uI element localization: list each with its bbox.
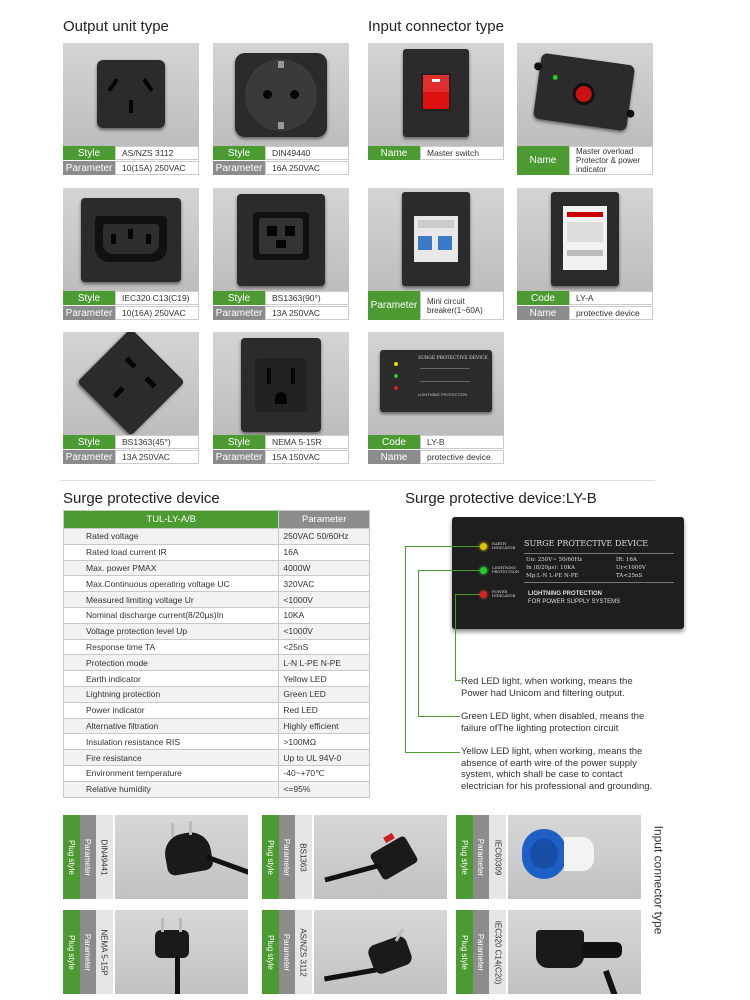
- table-cell-value: -40~+70℃: [279, 765, 370, 781]
- green-led: [480, 567, 487, 574]
- parameter-value: 15A 150VAC: [265, 450, 349, 464]
- style-value: BS1363(45°): [115, 435, 199, 449]
- iec60309-plug-image: [508, 815, 641, 899]
- parameter-label: Parameter: [213, 161, 265, 175]
- table-cell-value: Highly efficient: [279, 718, 370, 734]
- output-unit-heading: Output unit type: [63, 18, 169, 35]
- table-cell-value: 16A: [279, 544, 370, 560]
- table-cell-item: Earth indicator: [64, 671, 279, 687]
- nema-plug-image: [115, 910, 248, 994]
- device-footer-2: FOR POWER SUPPLY SYSTEMS: [528, 599, 621, 605]
- spd-heading: Surge protective device: [63, 490, 220, 507]
- ly-b-device-large: [452, 517, 684, 629]
- table-cell-value: <=95%: [279, 781, 370, 797]
- green-led-line: [418, 570, 419, 716]
- asnzs-plug-image: [314, 910, 447, 994]
- plug-card-iec320-c14: [456, 910, 641, 994]
- table-row: [64, 607, 370, 623]
- table-row: [64, 592, 370, 608]
- table-cell-value: Yellow LED: [279, 671, 370, 687]
- parameter-label: Parameter: [63, 161, 115, 175]
- led-label-lightning: LIGHTNING PROTECTION: [492, 565, 520, 574]
- table-row: [64, 718, 370, 734]
- name-label: Name: [368, 450, 420, 464]
- plug-card-asnzs: [262, 910, 447, 994]
- table-cell-value: <1000V: [279, 592, 370, 608]
- name-label: Name: [368, 146, 420, 160]
- bs-plug-image: [314, 815, 447, 899]
- parameter-value: 13A 250VAC: [115, 450, 199, 464]
- output-card-din49440: [213, 43, 349, 176]
- table-cell-item: Max. power PMAX: [64, 560, 279, 576]
- code-label: Code: [368, 435, 420, 449]
- style-label: Style: [63, 146, 115, 160]
- plug-value: NEMA 5-15P: [99, 928, 109, 976]
- plug-style-label: Plug style: [265, 839, 275, 875]
- table-cell-item: Rated voltage: [64, 529, 279, 545]
- yellow-led: [480, 543, 487, 550]
- red-led: [480, 591, 487, 598]
- input-card-ly-a: [517, 188, 653, 321]
- table-cell-item: Nominal discharge current(8/20µs)In: [64, 607, 279, 623]
- table-cell-value: <25nS: [279, 639, 370, 655]
- table-row: [64, 765, 370, 781]
- table-cell-value: 250VAC 50/60Hz: [279, 529, 370, 545]
- code-value: LY-A: [569, 291, 653, 305]
- output-card-bs1363-90: [213, 188, 349, 321]
- nema-socket-image: [213, 332, 349, 435]
- input-connector-heading: Input connector type: [368, 18, 504, 35]
- table-row: [64, 702, 370, 718]
- table-cell-value: Up to UL 94V-0: [279, 750, 370, 766]
- ly-b-device-image: SURGE PROTECTIVE DEVICE LIGHTNING PROTECTION: [368, 332, 504, 435]
- style-label: Style: [213, 146, 265, 160]
- style-label: Style: [63, 291, 115, 305]
- name-value: protective device: [420, 450, 504, 464]
- table-row: [64, 686, 370, 702]
- output-card-bs1363-45: [63, 332, 199, 465]
- spec-mp: Mp:L-N L-PE N-PE: [526, 573, 579, 579]
- table-cell-item: Insulation resistance RIS: [64, 734, 279, 750]
- spec-in: In (8/20µs): 10KA: [526, 565, 575, 571]
- green-led-line-end: [418, 716, 460, 717]
- schuko-socket-image: [213, 43, 349, 146]
- ly-a-device-image: [517, 188, 653, 291]
- parameter-value: 10(16A) 250VAC: [115, 306, 199, 320]
- plug-style-label: Plug style: [66, 839, 76, 875]
- plug-style-label: Plug style: [459, 934, 469, 970]
- name-label: Name: [517, 146, 569, 175]
- table-row: [64, 623, 370, 639]
- yellow-led-line: [405, 546, 406, 752]
- plug-value: AS/NZS 3112: [298, 927, 308, 977]
- table-cell-item: Environment temperature: [64, 765, 279, 781]
- name-value: Master overload Protector & power indicator: [569, 146, 653, 175]
- circuit-breaker-image: [368, 188, 504, 291]
- table-row: [64, 529, 370, 545]
- yellow-led-line-h: [405, 546, 480, 547]
- input-card-circuit-breaker: [368, 188, 504, 321]
- table-cell-item: Protection mode: [64, 655, 279, 671]
- spec-ta: TA<25nS: [616, 573, 643, 579]
- parameter-value: 10(15A) 250VAC: [115, 161, 199, 175]
- plug-parameter-label: Parameter: [83, 838, 93, 876]
- parameter-label: Parameter: [213, 306, 265, 320]
- name-label: Name: [517, 306, 569, 320]
- table-cell-value: L-N L-PE N-PE: [279, 655, 370, 671]
- table-cell-item: Rated load current IR: [64, 544, 279, 560]
- parameter-label: Parameter: [63, 450, 115, 464]
- table-cell-item: Alternative filtration: [64, 718, 279, 734]
- table-head-parameter: Parameter: [279, 511, 370, 529]
- plug-parameter-label: Parameter: [476, 838, 486, 876]
- iec-socket-image: [63, 188, 199, 291]
- table-row: [64, 750, 370, 766]
- parameter-value: Mini circuit breaker(1~60A): [420, 291, 504, 320]
- table-cell-item: Relative humidity: [64, 781, 279, 797]
- plug-value: DIN49441: [99, 838, 109, 876]
- bs1363-90-socket-image: [213, 188, 349, 291]
- plug-parameter-label: Parameter: [83, 933, 93, 971]
- code-label: Code: [517, 291, 569, 305]
- style-label: Style: [213, 291, 265, 305]
- red-led-line-h: [455, 594, 480, 595]
- table-cell-value: 10KA: [279, 607, 370, 623]
- plug-card-bs1363: [262, 815, 447, 899]
- plug-value: IEC320 C14(C20): [492, 920, 502, 984]
- plug-style-label: Plug style: [265, 934, 275, 970]
- table-cell-value: Green LED: [279, 686, 370, 702]
- table-row: [64, 781, 370, 797]
- bs1363-45-socket-image: [63, 332, 199, 435]
- style-value: DIN49440: [265, 146, 349, 160]
- schuko-plug-image: [115, 815, 248, 899]
- table-cell-item: Power indicator: [64, 702, 279, 718]
- output-card-iec320: [63, 188, 199, 321]
- section-divider: [60, 480, 655, 481]
- plug-card-iec60309: [456, 815, 641, 899]
- plug-value: BS1363: [298, 842, 308, 872]
- yellow-led-note: Yellow LED light, when working, means the absence of earth wire of the power supply system, which shall be case to contact electrician for his professional and grounding.: [461, 746, 653, 792]
- master-switch-image: [368, 43, 504, 146]
- led-label-earth: EARTH INDICATOR: [492, 541, 516, 550]
- spd-lyb-heading: Surge protective device:LY-B: [405, 490, 597, 507]
- overload-protector-image: [517, 43, 653, 146]
- plug-value: IEC60309: [492, 839, 502, 875]
- table-row: [64, 734, 370, 750]
- spec-un: Un: 250V~ 50/60Hz: [526, 557, 583, 563]
- plug-card-din49441: [63, 815, 248, 899]
- style-label: Style: [213, 435, 265, 449]
- output-card-nema: [213, 332, 349, 465]
- table-cell-value: Red LED: [279, 702, 370, 718]
- style-value: IEC320 C13(C19): [115, 291, 199, 305]
- output-card-asnzs: [63, 43, 199, 176]
- spd-parameter-table: [63, 510, 370, 798]
- asnzs-socket-image: [63, 43, 199, 146]
- green-led-note: Green LED light, when disabled, means the failure ofThe lighting protection circuit: [461, 711, 645, 734]
- table-cell-value: <1000V: [279, 623, 370, 639]
- parameter-value: 16A 250VAC: [265, 161, 349, 175]
- plug-parameter-label: Parameter: [476, 933, 486, 971]
- table-cell-value: >100MΩ: [279, 734, 370, 750]
- table-row: [64, 560, 370, 576]
- name-value: Master switch: [420, 146, 504, 160]
- table-cell-item: Fire resistance: [64, 750, 279, 766]
- table-cell-item: Response time TA: [64, 639, 279, 655]
- code-value: LY-B: [420, 435, 504, 449]
- style-value: BS1363(90°): [265, 291, 349, 305]
- style-label: Style: [63, 435, 115, 449]
- table-head-model: TUL-LY-A/B: [64, 511, 279, 529]
- plug-parameter-label: Parameter: [282, 838, 292, 876]
- plug-style-label: Plug style: [459, 839, 469, 875]
- table-row: [64, 639, 370, 655]
- table-row: [64, 576, 370, 592]
- plug-parameter-label: Parameter: [282, 933, 292, 971]
- name-value: protective device: [569, 306, 653, 320]
- plug-card-nema: [63, 910, 248, 994]
- parameter-label: Parameter: [213, 450, 265, 464]
- yellow-led-line-end: [405, 752, 460, 753]
- table-row: [64, 671, 370, 687]
- plug-style-label: Plug style: [66, 934, 76, 970]
- device-footer-1: LIGHTNING PROTECTION: [528, 591, 602, 597]
- input-connector-vertical-title: [648, 818, 668, 938]
- input-card-master-switch: [368, 43, 504, 161]
- table-cell-value: 4000W: [279, 560, 370, 576]
- input-card-overload: [517, 43, 653, 176]
- parameter-value: 13A 250VAC: [265, 306, 349, 320]
- style-value: NEMA 5-15R: [265, 435, 349, 449]
- table-cell-value: 320VAC: [279, 576, 370, 592]
- input-card-ly-b: [368, 332, 504, 465]
- parameter-label: Parameter: [368, 291, 420, 320]
- table-row: [64, 544, 370, 560]
- spec-ir: IR: 16A: [616, 557, 637, 563]
- table-cell-item: Max.Continuous operating voltage UC: [64, 576, 279, 592]
- device-title: SURGE PROTECTIVE DEVICE: [524, 539, 649, 548]
- vertical-title-text: Input connector type: [651, 825, 665, 935]
- table-row: [64, 655, 370, 671]
- iec-c14-plug-image: [508, 910, 641, 994]
- table-cell-item: Measured limiting voltage Ur: [64, 592, 279, 608]
- table-cell-item: Voltage protection level Up: [64, 623, 279, 639]
- style-value: AS/NZS 3112: [115, 146, 199, 160]
- led-label-power: POWER INDICATOR: [492, 589, 516, 598]
- spec-ur: Ur<1000V: [616, 565, 646, 571]
- red-led-note: Red LED light, when working, means the Power had Unicom and filtering output.: [461, 676, 633, 699]
- red-led-line: [455, 594, 456, 680]
- table-cell-item: Lightning protection: [64, 686, 279, 702]
- green-led-line-h: [418, 570, 480, 571]
- parameter-label: Parameter: [63, 306, 115, 320]
